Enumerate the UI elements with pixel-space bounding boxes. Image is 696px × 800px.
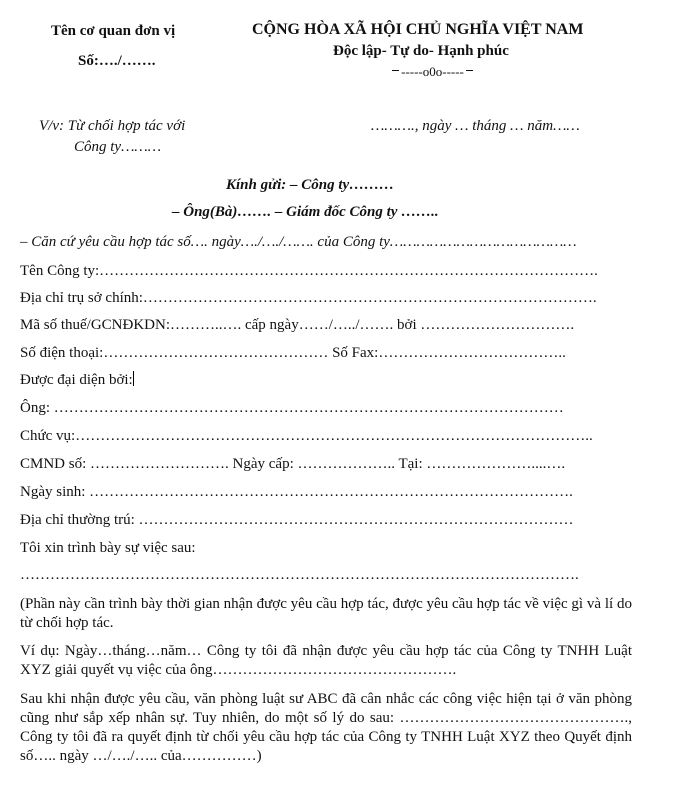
text-cursor [133,371,134,386]
field-company-name: Tên Công ty:………………………………………………………………………………………. [20,263,598,279]
field-representative [20,371,134,389]
field-mr: Ông: ………………………………………………………………………………………… [20,400,564,416]
country-name: CỘNG HÒA XÃ HỘI CHỦ NGHĨA VIỆT NAM [252,21,584,38]
subject-line-1: V/v: Từ chối hợp tác với [39,118,186,134]
recipient-company: Kính gửi: – Công ty……… [226,177,395,193]
basis-line: – Căn cứ yêu cầu hợp tác số…. ngày…./…./……. của Công ty…………………………………… [20,234,577,250]
national-motto: Độc lập- Tự do- Hạnh phúc [333,43,509,59]
document-number: Số:…./……. [78,53,156,69]
field-head-office: Địa chỉ trụ sở chính:………………………………………………………………………………. [20,290,597,306]
field-tax-code: Mã số thuế/GCNĐKDN:………..…. cấp ngày……/…../……. bởi …………………………. [20,317,575,333]
field-birth-date: Ngày sinh: ……………………………………………………………………………………. [20,484,573,500]
instruction-text: (Phần này cần trình bày thời gian nhận được yêu cầu hợp tác, được yêu cầu hợp tác về việc gì và lí do từ chối hợp tác. [20,596,632,631]
separator-text: -----o0o----- [401,64,464,79]
field-representative-label: Được đại diện bởi: [20,372,133,388]
date-line: ………., ngày … tháng … năm…… [371,118,580,134]
subject-line-2: Công ty……… [74,139,162,155]
field-id-card: CMND số: ………………………. Ngày cấp: ……………….. Tại: …………………....…. [20,456,566,472]
instruction-paragraph [20,595,632,633]
statement-blank-line: …………………………………………………………………………………………………. [20,567,579,583]
field-permanent-address: Địa chỉ thường trú: …………………………………………………………………………… [20,512,574,528]
explanation-text: Sau khi nhận được yêu cầu, văn phòng luật sư ABC đã cân nhắc các công việc hiện tại ở văn phòng cũng như sắp xếp nhân sự. Tuy nhiên, do một số lý do sau: ………………………………………., Công ty tôi đã ra quyết định từ chối yêu cầu hợp tác của Công ty TNHH Luật XYZ theo Quyết định số….. ngày …/…./….. của……………) [20,691,632,764]
field-position: Chức vụ:………………………………………………………………………………………….. [20,428,593,444]
statement-intro: Tôi xin trình bày sự việc sau: [20,540,196,556]
explanation-paragraph [20,690,632,766]
field-phone-fax: Số điện thoại:……………………………………… Số Fax:……………………………….. [20,345,566,361]
org-name: Tên cơ quan đơn vị [51,23,176,39]
recipient-director: – Ông(Bà)……. – Giám đốc Công ty …….. [172,204,439,220]
example-text: Ví dụ: Ngày…tháng…năm… Công ty tôi đã nhận được yêu cầu hợp tác của Công ty TNHH Luật XYZ giải quyết vụ việc của ông…………………………………………. [20,643,632,678]
example-paragraph [20,642,632,680]
